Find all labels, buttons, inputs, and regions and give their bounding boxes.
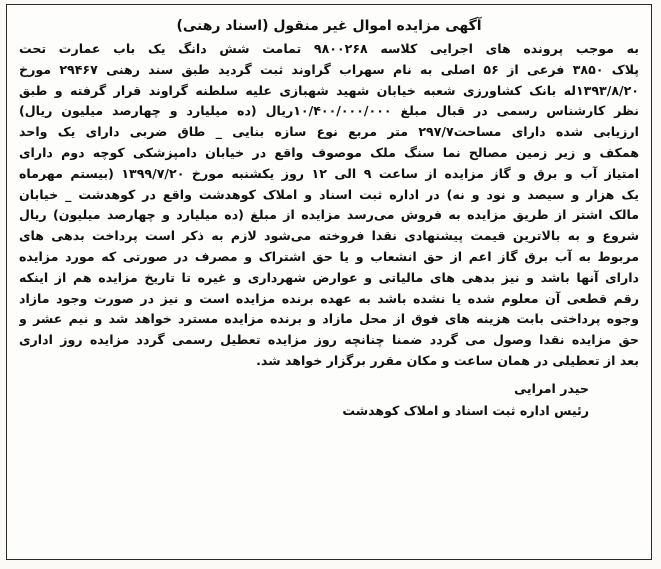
body-line-1: به موجب پرونده های اجرایی کلاسه ۹۸۰۰۲۶۸ تمامت شش دانگ یک باب عمارت تحت (19, 41, 639, 56)
body-line-9: مالک اشتر از طریق مزایده به فروش می‌رسد مزایده از مبلغ (ده میلیارد و چهارصد میلیون) ریال (19, 207, 639, 223)
notice-content (7, 5, 651, 422)
body-line-6: همکف و زیر زمین مصالح نما سنگ ملک موصوف واقع در خیابان دامپزشکی کوچه دوم دارای (19, 144, 639, 160)
body-line-12: دارای آنها باشد و نیز بدهی های مالیاتی و عوارض شهرداری و غیره تا تاریخ مزایده هم از اینکه (19, 269, 639, 285)
signer-title: رئیس اداره ثبت اسناد و املاک کوهدشت (342, 402, 589, 418)
body-line-16: بعد از تعطیلی در همان ساعت و مکان مقرر برگزار خواهد شد. (256, 352, 639, 368)
notice-frame (6, 4, 652, 560)
body-line-10: شروع و به بالاترین قیمت پیشنهادی نقدا فروخته می‌شود لازم به ذکر است پرداخت بدهی های (19, 228, 639, 244)
body-line-8: یک هزار و سیصد و نود و نه) در اداره ثبت اسناد و املاک کوهدشت واقع در کوهدشت _ خیابان (19, 186, 639, 202)
signature-block (19, 378, 639, 422)
body-line-11: مربوط به آب برق گاز اعم از حق انشعاب و یا حق اشتراک و مصرف در صورتی که مورد مزایده (19, 248, 639, 264)
body-line-13: رقم قطعی آن معلوم شده یا نشده باشد به عهده برنده مزایده است و نیز در صورت وجود مازاد (19, 290, 639, 306)
notice-body (19, 39, 639, 372)
body-line-14: وجوه پرداختی بابت هزینه های فوق از محل مازاد و برنده مزایده مسترد خواهد شد و نیم عشر و (19, 311, 639, 327)
body-line-7: امتیاز آب و برق و گاز مزایده از ساعت ۹ الی ۱۲ روز یکشنبه مورخ ۱۳۹۹/۷/۲۰ (بیستم مهرماه (19, 165, 639, 181)
body-line-5: ارزیابی شده دارای مساحت۲۹۷/۷ متر مربع نوع سازه بنایی _ طاق ضربی دارای یک واحد (19, 124, 639, 140)
body-line-3: ۱۳۹۳/۸/۲۰له بانک کشاورزی شعبه خیابان شهید شهبازی علیه سلطنه گراوند قرار گرفته و طبق (19, 82, 639, 98)
body-line-4: نظر کارشناس رسمی در قبال مبلغ ۱۰/۴۰۰/۰۰۰/۰۰۰ریال (ده میلیارد و چهارصد میلیون ریال) (19, 103, 639, 119)
body-line-15: حق مزایده نقدا وصول می گردد ضمنا چنانچه روز مزایده تعطیل رسمی گردد مزایده روز اداری (19, 332, 639, 348)
signer-name: حیدر امرایی (514, 380, 589, 396)
body-line-2: پلاک ۳۸۵۰ فرعی از ۵۶ اصلی به نام سهراب گراوند ثبت گردید طبق سند رهنی ۲۹۴۶۷ مورخ (19, 61, 639, 77)
notice-title: آگهی مزایده اموال غیر منقول (اسناد رهنی) (176, 18, 482, 34)
